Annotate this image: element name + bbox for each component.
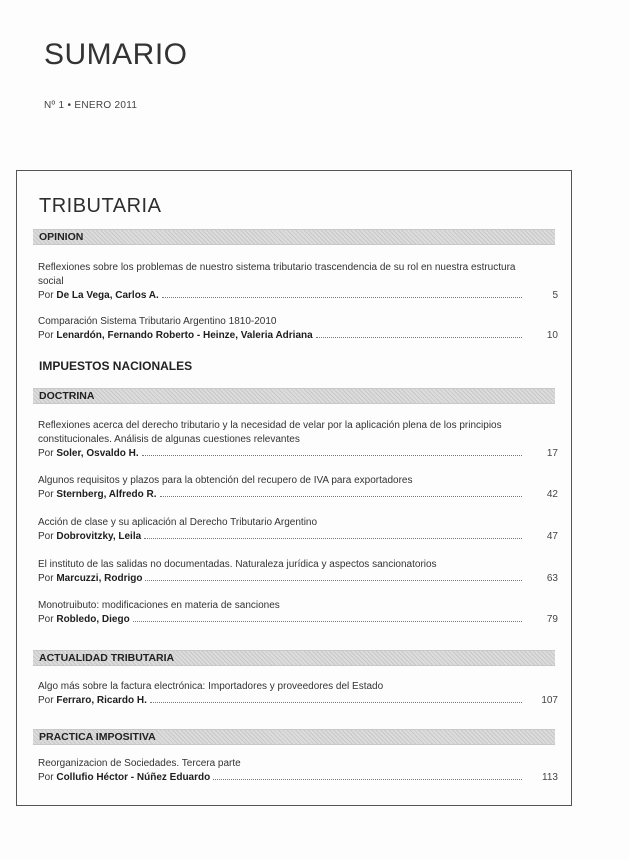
entry-title: El instituto de las salidas no documentadas. Naturaleza jurídica y aspectos sancionatorios [38,559,437,570]
entry-page: 63 [546,573,558,584]
contents-box [16,170,572,806]
entry-author: Collufio Héctor - Núñez Eduardo [56,772,211,783]
entry-author: Sternberg, Alfredo R. [56,489,157,500]
toc-entry[interactable] [38,419,558,461]
category-bar-practica [33,729,555,745]
dot-leader [162,297,522,298]
dot-leader [144,538,522,539]
category-label: PRACTICA IMPOSITIVA [39,731,156,743]
toc-entry[interactable] [38,516,558,544]
category-label: DOCTRINA [39,390,95,402]
page-title: SUMARIO [44,38,188,71]
entry-title: Monotruibuto: modificaciones en materia de sanciones [38,600,280,611]
por-label: Por [38,489,57,500]
entry-author: Ferraro, Ricardo H. [56,695,147,706]
entry-page: 47 [546,531,558,542]
por-label: Por [38,772,57,783]
category-label: ACTUALIDAD TRIBUTARIA [39,652,175,664]
entry-title: Reflexiones acerca del derecho tributario y la necesidad de velar por la aplicación plena de los principios constitucionales. Análisis de algunas cuestiones relevantes [38,420,502,445]
entry-page: 42 [546,489,558,500]
toc-entry[interactable] [38,680,558,708]
dot-leader [145,580,522,581]
dot-leader [150,702,522,703]
entry-title: Reflexiones sobre los problemas de nuestro sistema tributario trascendencia de su rol en nuestra estructura social [38,262,516,287]
entry-title: Acción de clase y su aplicación al Derecho Tributario Argentino [38,517,318,528]
dot-leader [213,779,522,780]
toc-entry[interactable] [38,757,558,785]
dot-leader [160,496,522,497]
entry-page: 79 [546,614,558,625]
entry-author: Dobrovitzky, Leila [56,531,142,542]
por-label: Por [38,614,57,625]
entry-author: Lenardón, Fernando Roberto - Heinze, Valeria Adriana [56,330,313,341]
toc-entry[interactable] [38,558,558,586]
entry-page: 113 [542,772,558,783]
entry-title: Algo más sobre la factura electrónica: Importadores y proveedores del Estado [38,681,384,692]
issue-label: Nº 1 • ENERO 2011 [44,100,138,111]
entry-page: 10 [546,330,558,341]
toc-entry[interactable] [38,474,558,502]
entry-page: 107 [541,695,558,706]
entry-page: 5 [552,290,558,301]
category-bar-doctrina [33,388,555,404]
dot-leader [142,455,522,456]
por-label: Por [38,448,57,459]
toc-entry[interactable] [38,261,558,303]
entry-title: Comparación Sistema Tributario Argentino 1810-2010 [38,316,277,327]
por-label: Por [38,531,57,542]
category-bar-actualidad [33,650,555,666]
entry-title: Algunos requisitos y plazos para la obtención del recupero de IVA para exportadores [38,475,413,486]
toc-entry[interactable] [38,599,558,627]
category-bar-opinion [33,229,555,245]
section-title: TRIBUTARIA [39,195,162,217]
subsection-title: IMPUESTOS NACIONALES [39,359,193,373]
por-label: Por [38,695,57,706]
category-label: OPINION [39,231,84,243]
dot-leader [133,621,522,622]
entry-page: 17 [546,448,558,459]
entry-author: Robledo, Diego [56,614,130,625]
entry-title: Reorganizacion de Sociedades. Tercera parte [38,758,241,769]
por-label: Por [38,573,57,584]
entry-author: Marcuzzi, Rodrigo [56,573,143,584]
por-label: Por [38,290,57,301]
dot-leader [316,337,522,338]
entry-author: Soler, Osvaldo H. [56,448,139,459]
toc-entry[interactable] [38,315,558,343]
entry-author: De La Vega, Carlos A. [56,290,159,301]
por-label: Por [38,330,57,341]
